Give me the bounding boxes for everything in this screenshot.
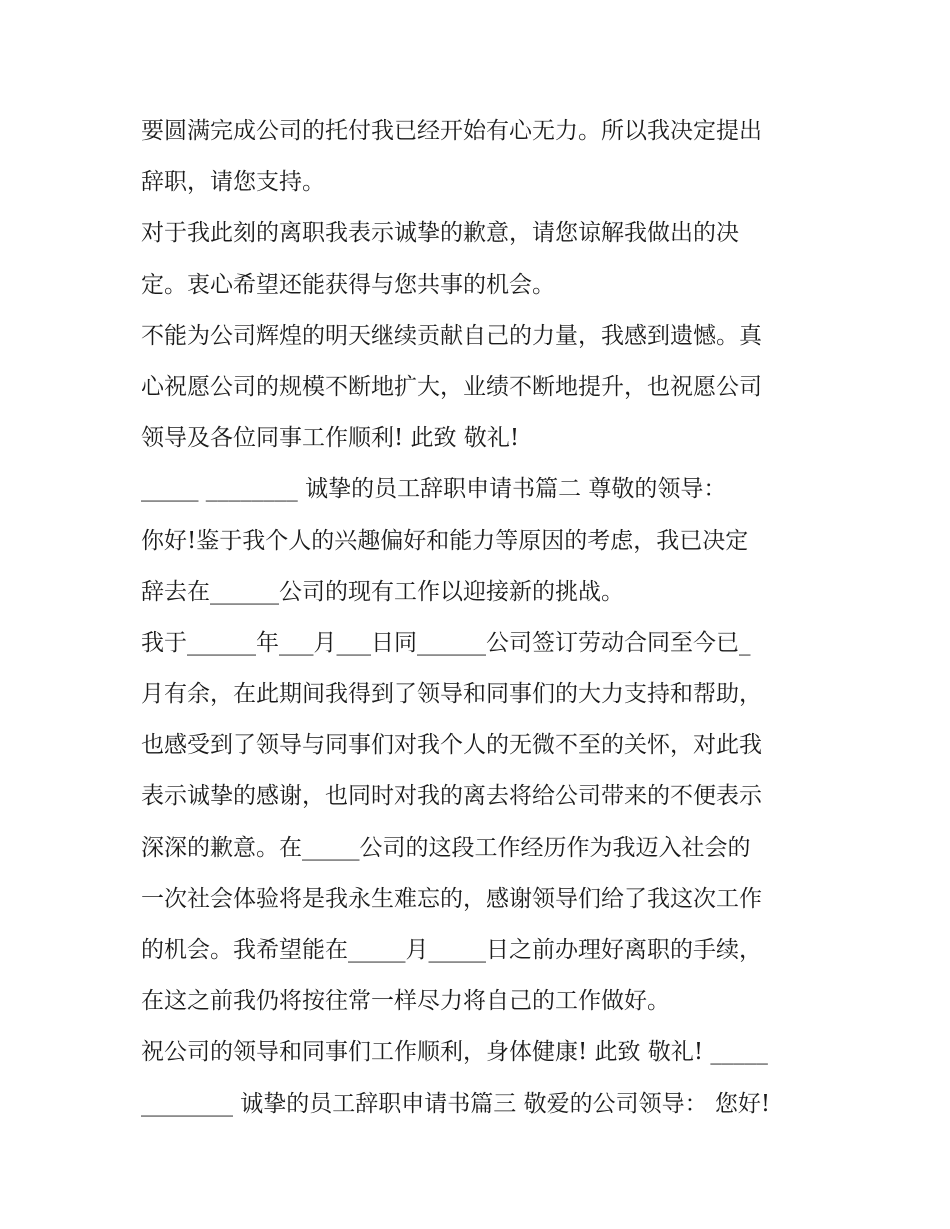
text-line: 的机会。我希望能在_____月_____日之前办理好离职的手续， [141, 937, 762, 963]
text-line: 要圆满完成公司的托付我已经开始有心无力。所以我决定提出 [141, 118, 762, 144]
text-line: 月有余，在此期间我得到了领导和同事们的大力支持和帮助， [141, 681, 762, 708]
text-line: 我于______年___月___日同______公司签订劳动合同至今已_ [141, 629, 751, 656]
text-line: 领导及各位同事工作顺利! 此致 敬礼! [141, 425, 520, 452]
text-line: _____ ________ 诚挚的员工辞职申请书篇二 尊敬的领导： [141, 476, 727, 503]
text-line: ________ 诚挚的员工辞职申请书篇三 敬爱的公司领导： 您好! [141, 1090, 771, 1117]
text-line: 辞职，请您支持。 [141, 169, 325, 196]
text-line: 不能为公司辉煌的明天继续贡献自己的力量，我感到遗憾。真 [141, 322, 762, 349]
text-line: 一次社会体验将是我永生难忘的，感谢领导们给了我这次工作 [141, 885, 762, 912]
text-line: 对于我此刻的离职我表示诚挚的歉意，请您谅解我做出的决 [141, 220, 739, 247]
text-line: 也感受到了领导与同事们对我个人的无微不至的关怀，对此我 [141, 732, 762, 759]
text-line: 祝公司的领导和同事们工作顺利，身体健康! 此致 敬礼! _____ [141, 1039, 768, 1066]
text-line: 你好!鉴于我个人的兴趣偏好和能力等原因的考虑，我已决定 [141, 527, 749, 554]
text-line: 定。衷心希望还能获得与您共事的机会。 [141, 271, 555, 298]
document-body [141, 106, 821, 1130]
text-line: 在这之前我仍将按往常一样尽力将自己的工作做好。 [141, 988, 670, 1015]
text-line: 表示诚挚的感谢，也同时对我的离去将给公司带来的不便表示 [141, 783, 762, 810]
text-line: 深深的歉意。在_____公司的这段工作经历作为我迈入社会的 [141, 834, 751, 861]
text-line: 心祝愿公司的规模不断地扩大，业绩不断地提升，也祝愿公司 [141, 373, 762, 400]
text-line: 辞去在______公司的现有工作以迎接新的挑战。 [141, 578, 624, 605]
